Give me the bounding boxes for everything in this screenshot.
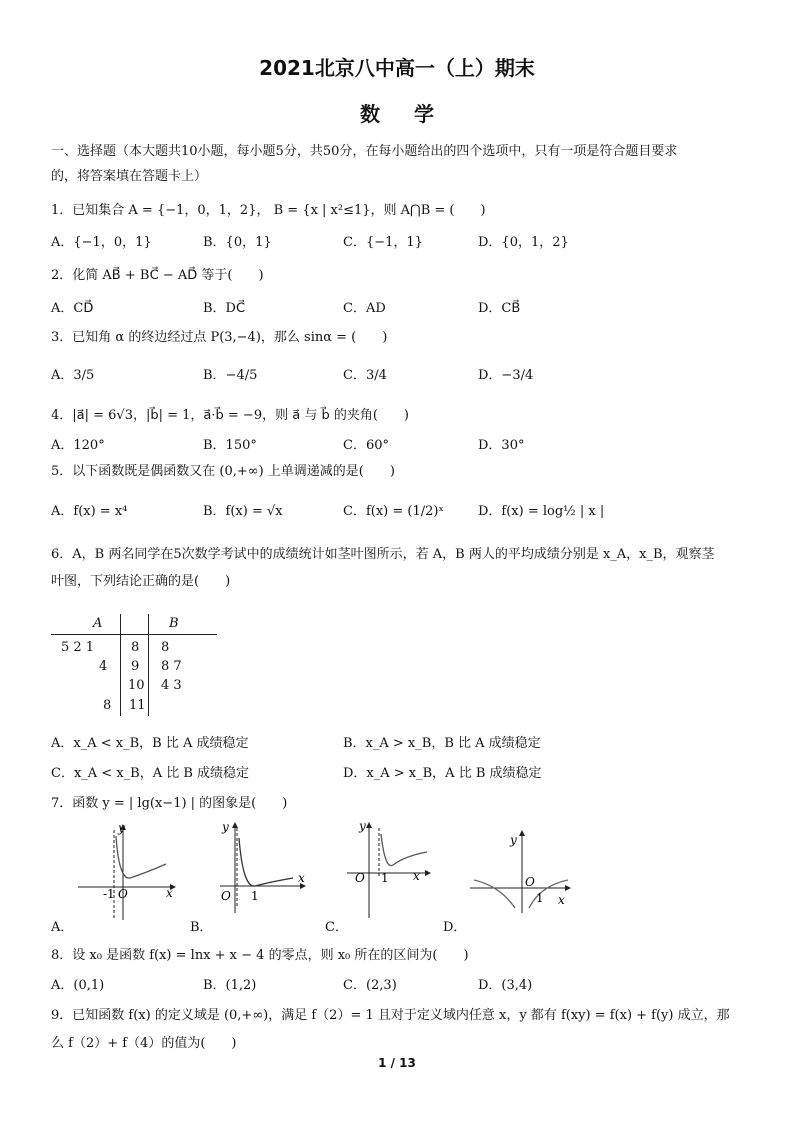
graph-b-origin-label: O [221,889,231,903]
stem-leaf-row1-a: 5 2 1 [61,640,95,655]
question-7-option-b: B． [190,920,213,935]
section-header-line2: 的，将答案填在答题卡上） [51,169,208,184]
question-1-option-a: A．{−1，0，1} [51,235,152,250]
question-2-option-c: C．AD [343,301,386,316]
question-6-option-b: B．x_A > x_B，B 比 A 成绩稳定 [343,736,541,751]
subject-title: 数学 [360,102,468,126]
question-8-option-c: C．(2,3) [343,978,397,993]
stem-leaf-row4-stem: 11 [129,698,146,713]
question-7-option-c: C． [325,920,348,935]
question-6-stem-line2: 叶图，下列结论正确的是( ) [51,574,231,589]
graph-a-neg1-label: -1 [103,887,115,901]
question-1-option-c: C．{−1，1} [343,235,423,250]
question-1-stem: 1．已知集合 A = {−1，0，1，2}， B = {x | x²≤1}，则 A⋂B = ( ) [51,203,486,218]
question-2-option-a: A．CD⃗ [51,301,94,316]
question-4-option-a: A．120° [51,438,105,453]
graph-d-origin-label: O [525,875,535,889]
stem-leaf-row3-stem: 10 [128,678,145,693]
question-6-stem-line1: 6．A，B 两名同学在5次数学考试中的成绩统计如茎叶图所示，若 A，B 两人的平均成绩分别是 x_A，x_B，观察茎 [51,547,715,562]
graph-option-c [347,818,437,918]
graph-b-x-label: x [298,871,305,885]
graph-c-y-label: y [359,819,366,833]
question-3-option-d: D．−3/4 [478,368,534,383]
graph-option-a [78,820,178,920]
question-3-option-c: C．3/4 [343,368,387,383]
stem-leaf-row1-stem: 8 [131,640,140,655]
question-8-stem: 8．设 x₀ 是函数 f(x) = lnx + x − 4 的零点，则 x₀ 所在的区间为( ) [51,948,469,963]
question-4-option-c: C．60° [343,438,389,453]
question-4-option-d: D．30° [478,438,525,453]
stem-leaf-row3-b: 4 3 [161,678,182,693]
stem-leaf-row2-a: 4 [99,659,108,674]
graph-d-one-label: 1 [536,891,544,905]
question-2-option-b: B．DC⃗ [203,301,246,316]
graph-b-y-label: y [222,820,229,834]
graph-d-x-label: x [558,893,565,907]
graph-d-y-label: y [510,833,517,847]
stem-leaf-row4-a: 8 [103,698,112,713]
section-header-line1: 一、选择题（本大题共10小题，每小题5分，共50分，在每小题给出的四个选项中，只有一项是符合题目要求 [51,144,678,159]
question-2-option-d: D．CB⃗ [478,301,521,316]
stem-leaf-header-b: B [169,616,179,631]
question-8-option-a: A．(0,1) [51,978,105,993]
graph-a-origin-label: O [118,887,128,901]
stem-leaf-header-line [51,634,217,635]
question-8-option-b: B．(1,2) [203,978,257,993]
question-6-option-c: C．x_A < x_B，A 比 B 成绩稳定 [51,766,250,781]
stem-leaf-row2-stem: 9 [131,659,140,674]
question-5-option-c: C．f(x) = (1/2)ˣ [343,504,444,519]
graph-c-origin-label: O [355,871,365,885]
graph-c-x-label: x [413,869,420,883]
question-7-option-d: D． [443,920,467,935]
question-6-option-d: D．x_A > x_B，A 比 B 成绩稳定 [343,766,542,781]
question-5-option-b: B．f(x) = √x [203,504,283,519]
question-6-option-a: A．x_A < x_B，B 比 A 成绩稳定 [51,736,249,751]
stem-leaf-row2-b: 8 7 [161,659,182,674]
stem-leaf-divider-right [148,614,149,716]
question-3-option-a: A．3/5 [51,368,95,383]
graph-a-x-label: x [166,886,173,900]
question-1-option-b: B．{0，1} [203,235,272,250]
stem-leaf-row1-b: 8 [161,640,170,655]
graph-c-one-label: 1 [381,871,389,885]
question-3-stem: 3．已知角 α 的终边经过点 P(3,−4)，那么 sinα = ( ) [51,330,388,345]
question-1-option-d: D．{0，1，2} [478,235,569,250]
stem-leaf-header-a: A [93,616,103,631]
question-3-option-b: B．−4/5 [203,368,258,383]
question-5-stem: 5．以下函数既是偶函数又在 (0,+∞) 上单调递减的是( ) [51,464,395,479]
question-4-option-b: B．150° [203,438,257,453]
question-9-stem-line2: 么 f（2）+ f（4）的值为( ) [51,1036,237,1051]
question-7-stem: 7．函数 y = | lg(x−1) | 的图象是( ) [51,796,288,811]
graph-option-b [215,818,310,918]
page-title: 2021北京八中高一（上）期末 [259,56,535,80]
question-2-stem: 2．化简 AB⃗ + BC⃗ − AD⃗ 等于( ) [51,268,264,283]
stem-leaf-divider-left [120,614,121,716]
question-4-stem: 4．|a⃗| = 6√3，|b⃗| = 1，a⃗·b⃗ = −9，则 a⃗ 与 b⃗ 的夹角( ) [51,408,409,423]
question-5-option-a: A．f(x) = x⁴ [51,504,128,519]
question-5-option-d: D．f(x) = log½ | x | [478,504,605,519]
graph-b-one-label: 1 [251,889,259,903]
question-9-stem-line1: 9．已知函数 f(x) 的定义域是 (0,+∞)，满足 f（2）= 1 且对于定义域内任意 x，y 都有 f(xy) = f(x) + f(y) 成立，那 [51,1008,730,1023]
question-7-option-a: A． [51,920,74,935]
page-number: 1 / 13 [378,1056,416,1070]
stem-leaf-plot [51,616,219,716]
graph-option-d [470,828,580,918]
question-8-option-d: D．(3,4) [478,978,533,993]
graph-a-y-label: y [118,821,125,835]
